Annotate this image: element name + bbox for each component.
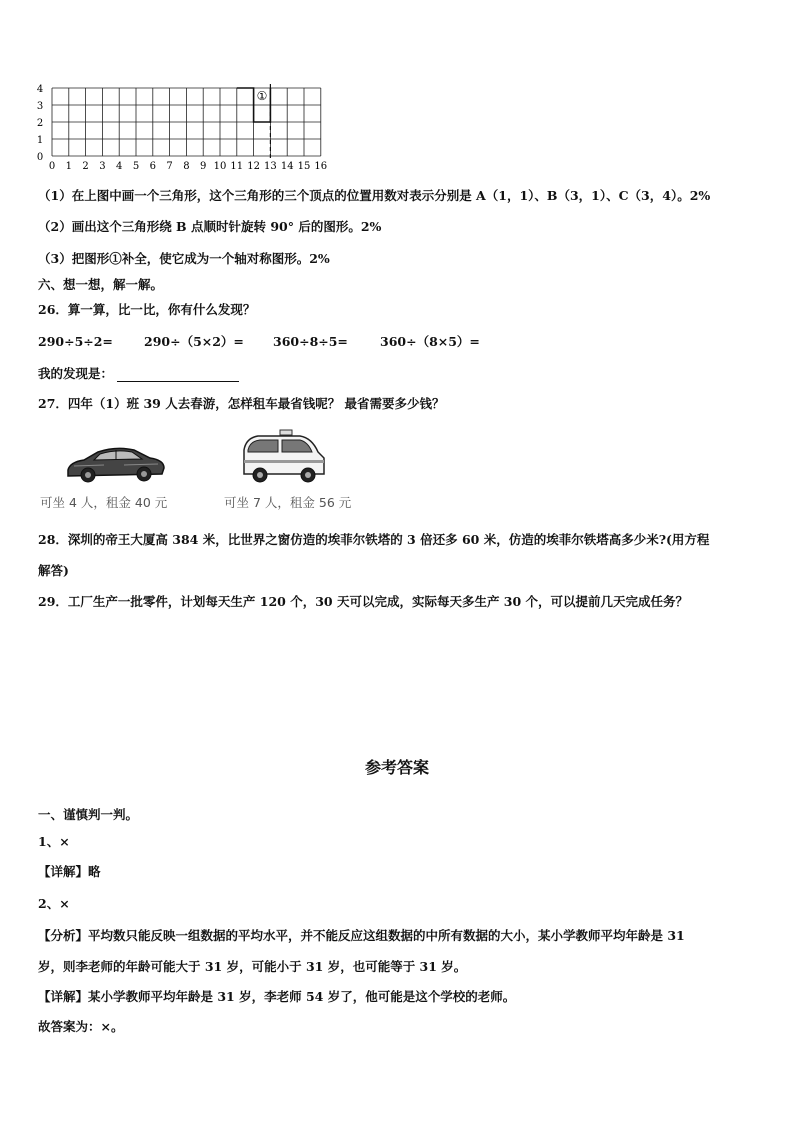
y-tick-label: 3 bbox=[36, 101, 44, 112]
sports-car-image bbox=[64, 440, 168, 486]
sports-car-icon bbox=[64, 440, 168, 486]
x-tick-label: 7 bbox=[166, 161, 173, 172]
q26-expr4: 360÷（8×5）= bbox=[380, 334, 480, 349]
q25-part2: （2）画出这个三角形绕 B 点顺时针旋转 90° 后的图形。2% bbox=[38, 219, 382, 234]
x-tick-label: 6 bbox=[149, 161, 156, 172]
y-tick-label: 0 bbox=[36, 152, 44, 163]
q26-expr1: 290÷5÷2= bbox=[38, 334, 113, 349]
x-tick-label: 16 bbox=[314, 161, 328, 172]
q26-title: 26．算一算，比一比，你有什么发现？ bbox=[38, 302, 256, 317]
q25-part1: （1）在上图中画一个三角形，这个三角形的三个顶点的位置用数对表示分别是 A（1，1）、B（3，1）、C（3，4）。2% bbox=[38, 188, 711, 203]
answer-2-conclusion: 故答案为：×。 bbox=[38, 1019, 124, 1034]
q25-part3: （3）把图形①补全，使它成为一个轴对称图形。2% bbox=[38, 251, 330, 266]
van-image bbox=[238, 428, 328, 486]
section6-heading: 六、想一想，解一解。 bbox=[38, 277, 164, 292]
x-tick-label: 10 bbox=[213, 161, 227, 172]
q28-line2: 解答) bbox=[38, 563, 69, 578]
answers-section1: 一、谨慎判一判。 bbox=[38, 807, 139, 822]
x-tick-label: 9 bbox=[200, 161, 207, 172]
figure-1-label: ① bbox=[256, 88, 268, 103]
x-tick-label: 5 bbox=[132, 161, 140, 172]
x-tick-label: 4 bbox=[116, 161, 123, 172]
x-tick-label: 13 bbox=[264, 161, 277, 172]
grid-svg bbox=[30, 76, 330, 176]
answer-2-analysis-2: 岁，则李老师的年龄可能大于 31 岁，可能小于 31 岁，也可能等于 31 岁。 bbox=[38, 959, 467, 974]
answer-2-detail: 【详解】某小学教师平均年龄是 31 岁，李老师 54 岁了，他可能是这个学校的老师。 bbox=[38, 989, 516, 1004]
y-tick-label: 4 bbox=[36, 84, 44, 95]
answer-2: 2、× bbox=[38, 896, 70, 911]
car1-caption: 可坐 4 人，租金 40 元 bbox=[40, 495, 168, 510]
x-tick-label: 3 bbox=[99, 161, 106, 172]
x-tick-label: 2 bbox=[82, 161, 89, 172]
answer-blank[interactable] bbox=[117, 369, 239, 382]
car2-caption: 可坐 7 人，租金 56 元 bbox=[224, 495, 352, 510]
answer-2-analysis-1: 【分析】平均数只能反映一组数据的平均水平，并不能反应这组数据的中所有数据的大小，某小学教师平均年龄是 31 bbox=[38, 928, 685, 943]
q26-expr3: 360÷8÷5= bbox=[273, 334, 348, 349]
q27-title: 27．四年（1）班 39 人去春游，怎样租车最省钱呢？ 最省需要多少钱？ bbox=[38, 396, 445, 411]
coordinate-grid bbox=[30, 76, 330, 176]
q26-finding-label: 我的发现是： bbox=[38, 366, 114, 381]
answers-title: 参考答案 bbox=[364, 758, 429, 777]
answer-1-detail: 【详解】略 bbox=[38, 864, 101, 879]
q28-line1: 28．深圳的帝王大厦高 384 米，比世界之窗仿造的埃菲尔铁塔的 3 倍还多 60 米，仿造的埃菲尔铁塔高多少米?(用方程 bbox=[38, 532, 710, 547]
y-tick-label: 1 bbox=[36, 135, 44, 146]
van-icon bbox=[238, 428, 328, 486]
q26-finding bbox=[38, 366, 239, 382]
q29-text: 29．工厂生产一批零件，计划每天生产 120 个，30 天可以完成，实际每天多生产 30 个，可以提前几天完成任务？ bbox=[38, 594, 689, 609]
x-tick-label: 0 bbox=[48, 161, 56, 172]
x-tick-label: 8 bbox=[183, 161, 190, 172]
y-tick-label: 2 bbox=[36, 118, 44, 129]
x-tick-label: 12 bbox=[247, 161, 260, 172]
x-tick-label: 14 bbox=[280, 161, 294, 172]
x-tick-label: 15 bbox=[297, 161, 311, 172]
answer-1: 1、× bbox=[38, 834, 70, 849]
q26-expr2: 290÷（5×2）= bbox=[144, 334, 244, 349]
x-tick-label: 11 bbox=[230, 161, 244, 172]
x-tick-label: 1 bbox=[65, 161, 72, 172]
